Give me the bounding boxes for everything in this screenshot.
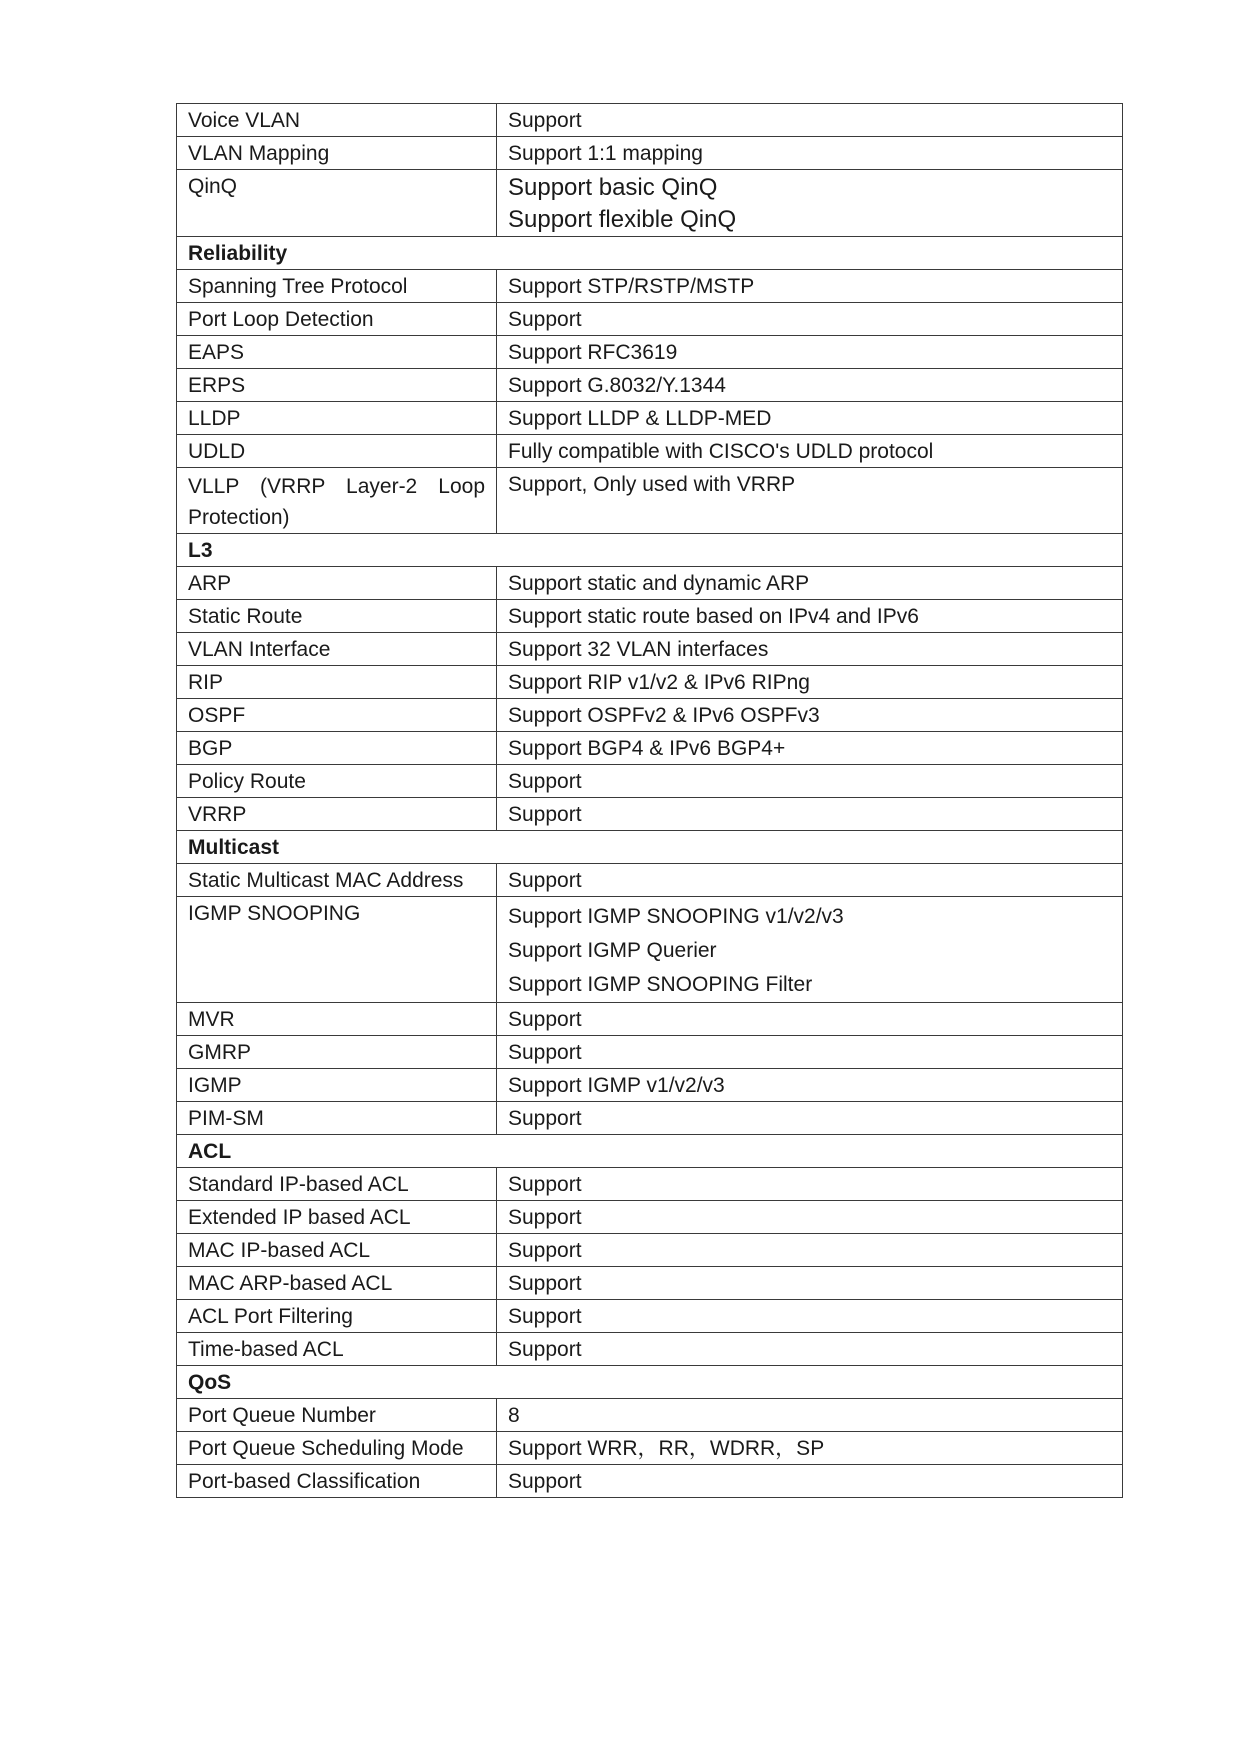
table-row [177,1102,1123,1135]
table-row [177,864,1123,897]
value-cell [497,864,1123,897]
table-row [177,1399,1123,1432]
table-row [177,1333,1123,1366]
feature-cell: Policy Route [177,765,497,798]
feature-cell: Extended IP based ACL [177,1201,497,1234]
value-cell [497,1003,1123,1036]
value-line: Support IGMP Querier [508,939,717,962]
value-cell [497,1102,1123,1135]
feature-cell: BGP [177,732,497,765]
value-cell [497,369,1123,402]
value-cell [497,104,1123,137]
value-cell [497,435,1123,468]
value-line: Support [508,803,582,826]
feature-cell: Time-based ACL [177,1333,497,1366]
section-header-row [177,237,1123,270]
value-line: Support [508,1008,582,1031]
feature-cell: ARP [177,567,497,600]
table-row [177,897,1123,1003]
table-row [177,1036,1123,1069]
feature-cell: VLAN Interface [177,633,497,666]
feature-cell: Standard IP-based ACL [177,1168,497,1201]
value-cell [497,1234,1123,1267]
table-row [177,1432,1123,1465]
section-title: L3 [177,534,1123,567]
feature-cell: IGMP [177,1069,497,1102]
value-cell [497,1201,1123,1234]
value-line: Support [508,109,582,132]
section-header-row [177,831,1123,864]
feature-cell: Static Multicast MAC Address [177,864,497,897]
table-row [177,699,1123,732]
value-cell [497,137,1123,170]
section-title: QoS [177,1366,1123,1399]
table-row [177,137,1123,170]
value-cell [497,798,1123,831]
table-row [177,1234,1123,1267]
feature-cell: VRRP [177,798,497,831]
feature-cell: EAPS [177,336,497,369]
value-line: Support basic QinQ [508,174,718,201]
value-line: Fully compatible with CISCO's UDLD protocol [508,440,934,463]
table-row [177,1003,1123,1036]
value-line: Support [508,1206,582,1229]
value-line: Support flexible QinQ [508,206,737,233]
table-row [177,1201,1123,1234]
section-title: ACL [177,1135,1123,1168]
value-line: Support [508,1239,582,1262]
value-line: Support OSPFv2 & IPv6 OSPFv3 [508,704,820,727]
value-cell [497,732,1123,765]
value-cell [497,666,1123,699]
value-line: Support [508,1041,582,1064]
value-cell [497,1399,1123,1432]
table-row [177,666,1123,699]
value-line: Support RIP v1/v2 & IPv6 RIPng [508,671,810,694]
feature-cell: UDLD [177,435,497,468]
table-row [177,104,1123,137]
table-row [177,765,1123,798]
value-line: Support static and dynamic ARP [508,572,810,595]
value-cell [497,1036,1123,1069]
feature-cell: ACL Port Filtering [177,1300,497,1333]
value-cell [497,270,1123,303]
value-line: Support G.8032/Y.1344 [508,374,726,397]
value-line: Support [508,1338,582,1361]
value-line: Support BGP4 & IPv6 BGP4+ [508,737,786,760]
value-cell [497,1432,1123,1465]
feature-cell: Port Queue Scheduling Mode [177,1432,497,1465]
table-row [177,567,1123,600]
value-cell [497,1300,1123,1333]
feature-cell: PIM-SM [177,1102,497,1135]
table-row [177,1300,1123,1333]
value-line: Support [508,1173,582,1196]
value-line: Support, Only used with VRRP [508,473,796,496]
table-row [177,633,1123,666]
feature-cell: OSPF [177,699,497,732]
section-title: Reliability [177,237,1123,270]
table-row [177,435,1123,468]
value-cell [497,1465,1123,1498]
feature-cell: MAC IP-based ACL [177,1234,497,1267]
spec-table-body [177,104,1123,1498]
value-cell [497,1069,1123,1102]
value-line: Support [508,770,582,793]
value-line: Support [508,1272,582,1295]
feature-cell: IGMP SNOOPING [177,897,497,1003]
value-line: Support [508,1470,582,1493]
section-header-row [177,1135,1123,1168]
value-line: Support RFC3619 [508,341,678,364]
table-row [177,1267,1123,1300]
value-line: Support [508,869,582,892]
table-row [177,369,1123,402]
feature-cell: GMRP [177,1036,497,1069]
value-line: Support WRR，RR，WDRR，SP [508,1437,825,1460]
value-cell [497,699,1123,732]
value-line: Support 1:1 mapping [508,142,703,165]
feature-cell: RIP [177,666,497,699]
feature-cell: VLLP (VRRP Layer-2 Loop Protection) [177,468,497,534]
value-cell [497,170,1123,237]
feature-cell: Port-based Classification [177,1465,497,1498]
value-cell [497,468,1123,534]
section-header-row [177,534,1123,567]
value-cell [497,600,1123,633]
value-cell [497,633,1123,666]
value-line: Support IGMP v1/v2/v3 [508,1074,725,1097]
table-row [177,1168,1123,1201]
section-title: Multicast [177,831,1123,864]
value-cell [497,336,1123,369]
feature-cell: MVR [177,1003,497,1036]
table-row [177,468,1123,534]
value-cell [497,1333,1123,1366]
value-cell [497,303,1123,336]
feature-cell: ERPS [177,369,497,402]
feature-cell: Static Route [177,600,497,633]
table-row [177,1465,1123,1498]
table-row [177,600,1123,633]
table-row [177,170,1123,237]
value-line: 8 [508,1404,520,1427]
feature-cell: QinQ [177,170,497,237]
value-cell [497,567,1123,600]
value-line: Support static route based on IPv4 and IPv6 [508,605,919,628]
value-cell [497,897,1123,1003]
value-line: Support IGMP SNOOPING v1/v2/v3 [508,905,844,928]
value-cell [497,1168,1123,1201]
value-line: Support [508,1305,582,1328]
value-line: Support [508,1107,582,1130]
table-row [177,270,1123,303]
table-row [177,732,1123,765]
feature-cell: Spanning Tree Protocol [177,270,497,303]
value-cell [497,1267,1123,1300]
feature-cell: MAC ARP-based ACL [177,1267,497,1300]
table-row [177,402,1123,435]
value-line: Support STP/RSTP/MSTP [508,275,755,298]
table-row [177,336,1123,369]
value-line: Support LLDP & LLDP-MED [508,407,772,430]
value-line: Support IGMP SNOOPING Filter [508,973,813,996]
table-row [177,1069,1123,1102]
spec-table [176,103,1123,1498]
value-cell [497,765,1123,798]
section-header-row [177,1366,1123,1399]
value-cell [497,402,1123,435]
feature-cell: LLDP [177,402,497,435]
feature-cell: VLAN Mapping [177,137,497,170]
feature-cell: Port Loop Detection [177,303,497,336]
feature-cell: Port Queue Number [177,1399,497,1432]
feature-cell: Voice VLAN [177,104,497,137]
value-line: Support 32 VLAN interfaces [508,638,769,661]
table-row [177,303,1123,336]
value-line: Support [508,308,582,331]
table-row [177,798,1123,831]
